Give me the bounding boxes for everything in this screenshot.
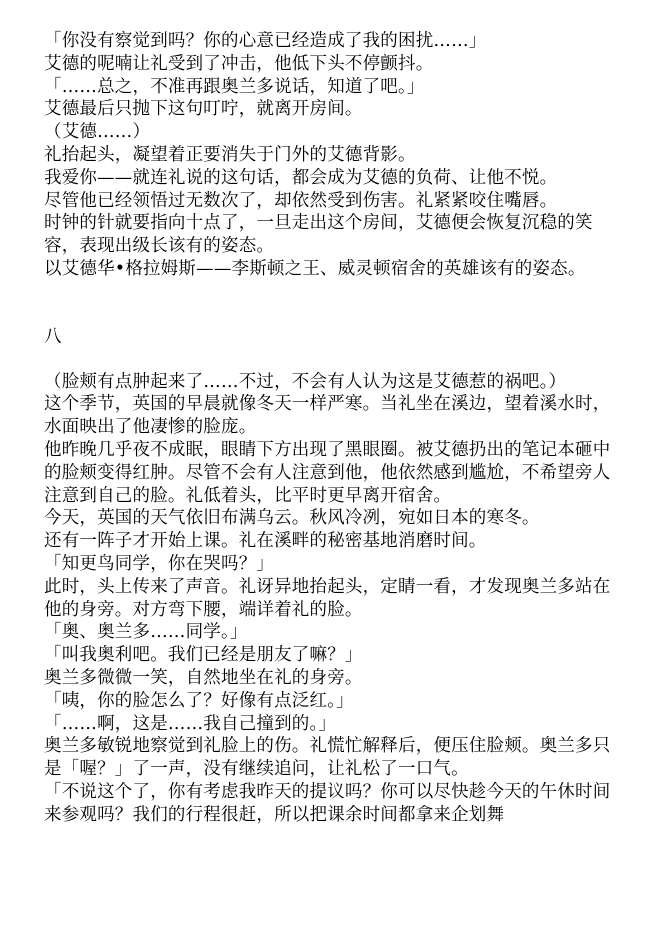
paragraph: 这个季节，英国的早晨就像冬天一样严寒。当礼坐在溪边，望着溪水时，水面映出了他凄惨的脸庞。 bbox=[44, 394, 611, 438]
paragraph: 我爱你——就连礼说的这句话，都会成为艾德的负荷、让他不悦。 bbox=[44, 167, 558, 188]
paragraph: 今天，英国的天气依旧布满乌云。秋风冷冽，宛如日本的寒冬。 bbox=[44, 508, 540, 529]
chapter-title: 八 bbox=[44, 326, 62, 347]
paragraph: 艾德最后只抛下这句叮咛，就离开房间。 bbox=[44, 99, 363, 120]
section-a bbox=[44, 30, 618, 281]
paragraph: 还有一阵子才开始上课。礼在溪畔的秘密基地消磨时间。 bbox=[44, 531, 487, 552]
paragraph: 「……啊，这是……我自己撞到的。」 bbox=[44, 713, 337, 734]
paragraph: 奥兰多敏锐地察觉到礼脸上的伤。礼慌忙解释后，便压住脸颊。奥兰多只是「喔？」了一声，没有继续追问，让礼松了一口气。 bbox=[44, 736, 611, 780]
paragraph: （艾德……） bbox=[44, 122, 151, 143]
paragraph: 「你没有察觉到吗？你的心意已经造成了我的困扰……」 bbox=[44, 31, 487, 51]
paragraph: 「……总之，不准再跟奥兰多说话，知道了吧。」 bbox=[44, 76, 425, 97]
paragraph: 尽管他已经领悟过无数次了，却依然受到伤害。礼紧紧咬住嘴唇。 bbox=[44, 190, 558, 211]
paragraph: （脸颊有点肿起来了……不过，不会有人认为这是艾德惹的祸吧。） bbox=[44, 371, 567, 392]
paragraph: 以艾德华•格拉姆斯——李斯顿之王、威灵顿宿舍的英雄该有的姿态。 bbox=[44, 258, 586, 279]
paragraph: 奥兰多微微一笑，自然地坐在礼的身旁。 bbox=[44, 667, 363, 688]
paragraph: 「奥、奥兰多……同学。」 bbox=[44, 622, 248, 643]
paragraph: 此时，头上传来了声音。礼讶异地抬起头，定睛一看，才发现奥兰多站在他的身旁。对方弯下腰，端详着礼的脸。 bbox=[44, 576, 611, 620]
paragraph: 「咦，你的脸怎么了？好像有点泛红。」 bbox=[44, 690, 354, 711]
paragraph: 他昨晚几乎夜不成眠，眼睛下方出现了黑眼圈。被艾德扔出的笔记本砸中的脸颊变得红肿。尽管不会有人注意到他，他依然感到尴尬，不希望旁人注意到自己的脸。礼低着头，比平时更早离开宿舍。 bbox=[44, 439, 611, 506]
paragraph: 礼抬起头，凝望着正要消失于门外的艾德背影。 bbox=[44, 144, 416, 165]
paragraph: 艾德的呢喃让礼受到了冲击，他低下头不停颤抖。 bbox=[44, 53, 434, 74]
paragraph: 「知更鸟同学，你在哭吗？」 bbox=[44, 553, 275, 574]
paragraph: 「叫我奥利吧。我们已经是朋友了嘛？」 bbox=[44, 645, 363, 666]
paragraph: 「不说这个了，你有考虑我昨天的提议吗？你可以尽快趁今天的午休时间来参观吗？我们的行程很赶，所以把课余时间都拿来企划舞 bbox=[44, 781, 611, 825]
section-gap bbox=[44, 281, 618, 326]
paragraph: 时钟的针就要指向十点了，一旦走出这个房间，艾德便会恢复沉稳的笑容，表现出级长该有的姿态。 bbox=[44, 213, 593, 257]
chapter-gap bbox=[44, 349, 618, 371]
section-b bbox=[44, 371, 618, 827]
